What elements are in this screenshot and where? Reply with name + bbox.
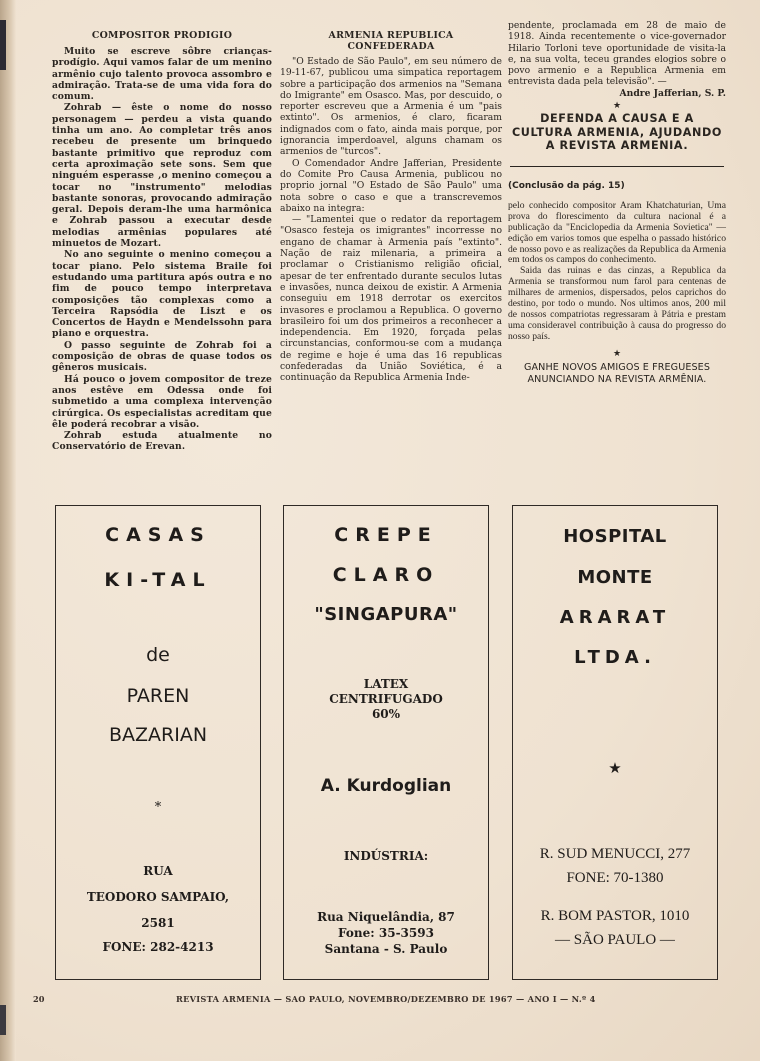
- spine-mark: [0, 1005, 6, 1035]
- heading-line: CONFEDERADA: [347, 41, 435, 52]
- conclusion-text: [508, 201, 726, 343]
- ad-title-line: CLARO: [332, 564, 440, 586]
- footer-text: REVISTA ARMENIA — SAO PAULO, NOVEMBRO/DEZEMBRO DE 1967 — ANO I — N.º 4: [176, 994, 596, 1004]
- ad-phone: FONE: 282-4213: [102, 940, 214, 954]
- heading-line: ARMENIA REPUBLICA: [328, 30, 454, 41]
- ad-title-line: CREPE: [334, 524, 438, 546]
- paragraph: Saida das ruinas e das cinzas, a Republica da Armenia se transformou num farol para centenas de milhares de armenios, dispersados, pelos caprichos do destino, por todo o mundo. Nos ultimos anos, 200 mil de nossos compatriotas regressaram à Pátria e prestam uma consideravel contribuição à causa do progresso do nosso país.: [508, 265, 726, 342]
- star-icon: ★: [608, 759, 622, 777]
- ad-address: RUA: [143, 864, 173, 878]
- ad-hospital-monte-ararat: [512, 505, 718, 980]
- paragraph: O passo seguinte de Zohrab foi a composição de obras de quase todos os gêneros musicais.: [52, 339, 272, 374]
- paragraph: Zohrab — êste o nome do nosso personagem — perdeu a vista quando tinha um ano. Ao completar três anos recebeu de presente um brinquedo bastante primitivo que reproduz com certa aproximação sete sons. Sem que ninguém esperasse ,o menino começou a tocar no "instrumento" melodias bastante sonoras, provocando admiração geral. Depois deram-lhe uma harmônica e Zohrab passou a executar desde melodias armênias populares até minuetos de Mozart.: [52, 102, 272, 250]
- callout-line: GANHE NOVOS AMIGOS E FREGUESES: [523, 361, 711, 373]
- ad-text: de: [146, 644, 170, 666]
- spine-mark: [0, 20, 6, 70]
- ad-address: Santana - S. Paulo: [324, 942, 448, 956]
- ad-title-line: HOSPITAL: [563, 526, 667, 547]
- paragraph: "O Estado de São Paulo", em seu número de 19-11-67, publicou uma simpatica reportagem sobre a participação dos armenios na "Semana do Imigrante" em Osasco. Mas, por descuido, o reporter escreveu que a Armenia é um "pais extinto". Os armenios, é claro, ficaram indignados com o fato, ainda mais porque, por ignorancia imperdoavel, alguns chamam os armenios de "turcos".: [280, 56, 502, 158]
- paragraph: Há pouco o jovem compositor de treze anos estêve em Odessa onde foi submetido a uma complexa intervenção cirúrgica. Os especialistas acreditam que êle poderá recobrar a visão.: [52, 373, 272, 430]
- star-icon: ★: [612, 101, 622, 112]
- ad-title-line: "SINGAPURA": [314, 604, 458, 625]
- ad-text: CENTRIFUGADO: [329, 692, 443, 706]
- article-heading: [280, 30, 502, 52]
- star-icon: ★: [612, 348, 622, 359]
- paragraph: No ano seguinte o menino começou a tocar piano. Pelo sistema Braile foi estudando uma partitura após outra e no fim de pouco tempo interpretava composições tão complexas como a Terceira Rapsódia de Liszt e os Concertos de Haydn e Mendelssohn para piano e orquestra.: [52, 249, 272, 340]
- ad-casas-kital: [55, 505, 261, 980]
- ad-text: 60%: [371, 707, 401, 721]
- signature: Andre Jafferian, S. P.: [619, 87, 726, 99]
- ad-crepe-claro: [283, 505, 489, 980]
- conclusion-label: (Conclusão da pág. 15): [508, 180, 625, 191]
- ad-title-line: KI-TAL: [104, 569, 212, 591]
- ad-title-line: ARARAT: [559, 607, 671, 628]
- ad-text: LATEX: [363, 677, 409, 691]
- ad-text: BAZARIAN: [108, 724, 208, 746]
- page-number: 20: [33, 994, 45, 1004]
- paragraph: O Comendador Andre Jafferian, Presidente do Comite Pro Causa Armenia, publicou no proprio jornal "O Estado de São Paulo" uma nota sobre o caso e que a transcrevemos abaixo na integra:: [280, 157, 502, 214]
- paragraph: — "Lamentei que o redator da reportagem "Osasco festeja os imigrantes" incorresse no engano de chamar à Armenia país "extinto". Nação de raiz milenaria, a primeira a proclamar o Cristianismo religião oficial, apesar de ter enfrentado durante seculos lutas e invasões, nunca deixou de existir. A Armenia conseguiu em 1918 derrotar os exercitos invasores e proclamou a Republica. O governo brasileiro foi um dos primeiros a reconhecer a independencia. Em 1920, forçada pelas circunstancias, conformou-se com a mudança de regime e hoje é uma das 16 republicas confederadas da União Soviética, é a continuação da Republica Armenia Inde-: [280, 214, 502, 384]
- article-compositor-prodigio: [52, 30, 272, 453]
- ad-city: — SÃO PAULO —: [555, 932, 675, 948]
- article-heading: COMPOSITOR PRODIGIO: [91, 30, 233, 41]
- callout-line: ANUNCIANDO NA REVISTA ARMÊNIA.: [527, 373, 707, 385]
- ad-address: TEODORO SAMPAIO,: [86, 890, 230, 904]
- ad-address: R. BOM PASTOR, 1010: [540, 908, 690, 924]
- column-three: [508, 20, 726, 386]
- binding-spine: [0, 0, 16, 1061]
- ad-address: 2581: [141, 916, 175, 930]
- ad-text: INDÚSTRIA:: [343, 849, 429, 863]
- ad-address: Rua Niquelândia, 87: [317, 910, 455, 924]
- asterisk-icon: *: [154, 800, 162, 815]
- paragraph: pelo conhecido compositor Aram Khatchaturian, Uma prova do florescimento da cultura nacional é a publicação da "Enciclopedia da Armenia Sovietica" — edição em varios tomos que espelha o passado histórico de nosso povo e as realizações da Republica da Armenia em todos os campos do conhecimento.: [508, 199, 726, 266]
- ad-title-line: CASAS: [105, 524, 211, 546]
- article-armenia-republica: [280, 30, 502, 384]
- callout-defenda: DEFENDA A CAUSA E A CULTURA ARMENIA, AJUDANDO A REVISTA ARMENIA.: [511, 112, 723, 153]
- ad-text: PAREN: [126, 685, 190, 707]
- paragraph-continuation: pendente, proclamada em 28 de maio de 1918. Ainda recentemente o vice-governador Hilario Torloni teve oportunidade de visita-la e, na sua volta, teceu grandes elogios sobre o povo armenio e a Republica Armenia em entrevista dada pela televisão". —: [508, 20, 726, 88]
- ad-company-name: A. Kurdoglian: [320, 776, 452, 796]
- paragraph: Zohrab estuda atualmente no Conservatório de Erevan.: [52, 430, 272, 453]
- callout-ganhe: [508, 362, 726, 386]
- ad-phone: FONE: 70-1380: [566, 870, 664, 886]
- ad-phone: Fone: 35-3593: [338, 926, 434, 940]
- ad-address: R. SUD MENUCCI, 277: [539, 846, 691, 862]
- ad-title-line: LTDA.: [574, 647, 656, 668]
- divider-rule: [510, 166, 724, 167]
- ad-title-line: MONTE: [577, 567, 653, 588]
- paragraph: Muito se escreve sôbre crianças-prodígio. Aqui vamos falar de um menino armênio cujo talento provoca assombro e admiração. Trata-se de uma vida fora do comum.: [52, 46, 272, 103]
